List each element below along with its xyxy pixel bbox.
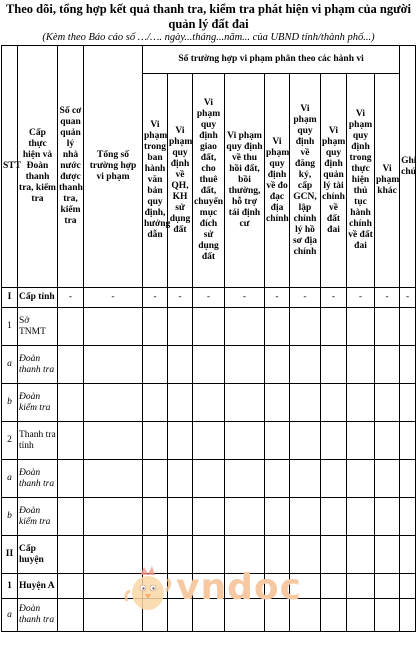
row-cell — [347, 599, 375, 632]
row-cell — [193, 574, 225, 599]
document-subtitle: (Kèm theo Báo cáo số …/…. ngày...tháng...năm... của UBND tỉnh/thành phố...) — [42, 32, 375, 43]
row-cell — [265, 422, 290, 460]
row-cell — [193, 384, 225, 422]
row-cell — [168, 536, 193, 574]
row-cell — [84, 599, 143, 632]
row-label: Đoàn kiểm tra — [18, 498, 58, 536]
table-row — [2, 536, 416, 574]
row-cell: - — [265, 288, 290, 308]
row-cell: - — [321, 288, 347, 308]
header-agency-count: Số cơ quan quản lý nhà nước được thanh tra, kiểm tra — [58, 46, 84, 288]
row-stt: a — [2, 460, 18, 498]
row-cell — [321, 422, 347, 460]
row-cell — [347, 460, 375, 498]
row-cell — [321, 308, 347, 346]
row-label: Đoàn thanh tra — [18, 346, 58, 384]
table-row — [2, 498, 416, 536]
row-cell: - — [400, 288, 416, 308]
header-violation-7: Vi phạm quy định quản lý tài chính về đất đai — [321, 74, 347, 288]
row-cell — [290, 346, 321, 384]
row-cell — [290, 498, 321, 536]
row-cell — [400, 422, 416, 460]
row-cell — [290, 460, 321, 498]
row-cell — [225, 498, 265, 536]
row-cell — [143, 460, 168, 498]
row-cell — [225, 536, 265, 574]
row-cell — [347, 536, 375, 574]
row-cell — [347, 498, 375, 536]
row-cell — [375, 574, 400, 599]
row-cell — [193, 346, 225, 384]
row-cell — [58, 384, 84, 422]
row-cell: - — [193, 288, 225, 308]
row-cell — [168, 498, 193, 536]
row-cell — [84, 384, 143, 422]
row-cell — [375, 498, 400, 536]
row-cell — [265, 460, 290, 498]
row-cell — [321, 536, 347, 574]
title-line-2: quản lý đất đai — [168, 17, 249, 31]
row-cell — [321, 599, 347, 632]
header-violation-2: Vi phạm quy định về QH, KH sử dụng đất — [168, 74, 193, 288]
row-cell — [265, 498, 290, 536]
table-row — [2, 460, 416, 498]
row-cell — [375, 346, 400, 384]
row-cell — [225, 574, 265, 599]
row-cell — [225, 422, 265, 460]
row-cell — [400, 384, 416, 422]
row-cell — [168, 308, 193, 346]
row-stt: a — [2, 346, 18, 384]
row-cell — [347, 574, 375, 599]
row-cell: - — [58, 288, 84, 308]
row-cell: - — [143, 288, 168, 308]
row-cell — [225, 599, 265, 632]
row-cell — [290, 308, 321, 346]
row-cell — [400, 599, 416, 632]
row-cell — [347, 346, 375, 384]
table-row — [2, 384, 416, 422]
row-cell — [84, 536, 143, 574]
row-cell — [347, 308, 375, 346]
row-cell — [168, 574, 193, 599]
row-cell: - — [347, 288, 375, 308]
header-violation-8: Vi phạm quy định trong thực hiện thủ tục hành chính về đất đai — [347, 74, 375, 288]
table-body — [2, 288, 416, 632]
row-stt: b — [2, 384, 18, 422]
row-label: Đoàn thanh tra — [18, 460, 58, 498]
row-cell — [168, 422, 193, 460]
row-cell — [58, 346, 84, 384]
row-cell — [265, 574, 290, 599]
row-cell — [58, 422, 84, 460]
row-cell — [143, 308, 168, 346]
header-stt: STT — [2, 46, 18, 288]
row-cell — [225, 346, 265, 384]
row-cell — [400, 460, 416, 498]
table-row — [2, 308, 416, 346]
header-unit: Cấp thực hiện và Đoàn thanh tra, kiểm tra — [18, 46, 58, 288]
row-stt: II — [2, 536, 18, 574]
header-violation-3: Vi phạm quy định giao đất, cho thuê đất, chuyển mục đích sử dụng đất — [193, 74, 225, 288]
row-cell — [84, 346, 143, 384]
row-cell — [193, 536, 225, 574]
row-cell — [143, 498, 168, 536]
row-cell — [84, 498, 143, 536]
row-cell — [168, 460, 193, 498]
row-cell — [290, 536, 321, 574]
row-cell — [400, 346, 416, 384]
row-stt: I — [2, 288, 18, 308]
row-cell — [321, 384, 347, 422]
row-cell — [225, 308, 265, 346]
row-cell — [290, 422, 321, 460]
row-cell — [375, 384, 400, 422]
row-label: Thanh tra tỉnh — [18, 422, 58, 460]
row-cell — [290, 599, 321, 632]
row-cell: - — [168, 288, 193, 308]
row-label: Cấp huyện — [18, 536, 58, 574]
watermark-text: vndoc — [176, 567, 302, 608]
table-row — [2, 574, 416, 599]
row-stt: 2 — [2, 422, 18, 460]
row-cell: - — [225, 288, 265, 308]
row-cell — [400, 308, 416, 346]
row-stt: a — [2, 599, 18, 632]
row-cell — [84, 308, 143, 346]
row-cell — [225, 384, 265, 422]
table-row — [2, 599, 416, 632]
header-violation-6: Vi phạm quy định về đăng ký, cấp GCN, lập chỉnh lý hồ sơ địa chính — [290, 74, 321, 288]
row-label: Đoàn kiểm tra — [18, 384, 58, 422]
row-cell — [193, 599, 225, 632]
row-cell — [143, 422, 168, 460]
row-cell — [143, 536, 168, 574]
row-cell — [168, 346, 193, 384]
row-cell — [400, 498, 416, 536]
row-cell — [84, 574, 143, 599]
row-cell — [400, 574, 416, 599]
header-violation-5: Vi phạm quy định về đo đạc địa chính — [265, 74, 290, 288]
violations-table — [1, 45, 416, 632]
row-cell — [84, 422, 143, 460]
table-row — [2, 288, 416, 308]
row-cell — [58, 599, 84, 632]
row-label: Đoàn thanh tra — [18, 599, 58, 632]
row-cell — [265, 599, 290, 632]
row-cell — [321, 498, 347, 536]
document-title — [0, 2, 417, 32]
row-cell — [321, 346, 347, 384]
header-violation-1: Vi phạm trong ban hành văn bản quy định, hướng dẫn — [143, 74, 168, 288]
row-cell — [265, 346, 290, 384]
row-cell — [375, 599, 400, 632]
row-cell — [347, 384, 375, 422]
table-row — [2, 422, 416, 460]
row-cell — [347, 422, 375, 460]
header-note: Ghi chú — [400, 46, 416, 288]
header-violation-4: Vi phạm quy định về thu hồi đất, bồi thường, hỗ trợ tái định cư — [225, 74, 265, 288]
row-label: Sở TNMT — [18, 308, 58, 346]
row-cell — [58, 574, 84, 599]
row-cell — [193, 498, 225, 536]
header-violation-9: Vi phạm khác — [375, 74, 400, 288]
row-cell — [193, 308, 225, 346]
row-stt: 1 — [2, 574, 18, 599]
row-cell — [143, 599, 168, 632]
table-row — [2, 346, 416, 384]
row-cell — [58, 460, 84, 498]
row-cell — [321, 574, 347, 599]
row-cell: - — [290, 288, 321, 308]
row-cell: - — [375, 288, 400, 308]
row-cell — [58, 536, 84, 574]
header-violation-group: Số trường hợp vi phạm phân theo các hành vi — [143, 46, 400, 74]
row-cell — [143, 384, 168, 422]
row-cell — [265, 536, 290, 574]
row-cell — [321, 460, 347, 498]
row-cell — [400, 536, 416, 574]
row-cell — [143, 346, 168, 384]
row-cell — [375, 422, 400, 460]
row-cell — [225, 460, 265, 498]
row-stt: b — [2, 498, 18, 536]
row-cell — [375, 536, 400, 574]
row-cell — [290, 384, 321, 422]
row-cell — [168, 384, 193, 422]
row-label: Huyện A — [18, 574, 58, 599]
row-cell — [143, 574, 168, 599]
row-stt: 1 — [2, 308, 18, 346]
row-cell — [58, 308, 84, 346]
row-cell — [193, 460, 225, 498]
row-cell — [193, 422, 225, 460]
header-total: Tổng số trường hợp vi phạm — [84, 46, 143, 288]
row-label: Cấp tỉnh — [18, 288, 58, 308]
row-cell — [290, 574, 321, 599]
row-cell — [168, 599, 193, 632]
row-cell: - — [84, 288, 143, 308]
row-cell — [375, 460, 400, 498]
title-line-1: Theo dõi, tổng hợp kết quả thanh tra, kiểm tra phát hiện vi phạm của người — [5, 2, 412, 16]
row-cell — [265, 308, 290, 346]
row-cell — [84, 460, 143, 498]
row-cell — [265, 384, 290, 422]
row-cell — [375, 308, 400, 346]
row-cell — [58, 498, 84, 536]
